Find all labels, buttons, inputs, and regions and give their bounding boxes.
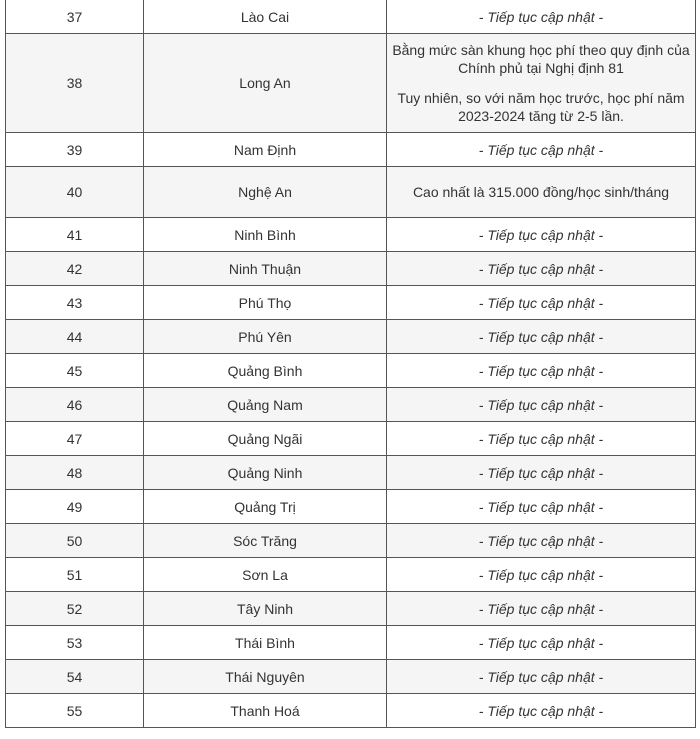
table-row [6,133,696,167]
table-row [6,524,696,558]
table-row [6,422,696,456]
tuition-fee: - Tiếp tục cập nhật - [387,694,696,728]
province-name: Tây Ninh [144,592,387,626]
row-number: 42 [6,252,144,286]
table-row [6,354,696,388]
province-name: Thanh Hoá [144,694,387,728]
row-number: 44 [6,320,144,354]
table-row [6,388,696,422]
table-row [6,286,696,320]
province-name: Quảng Trị [144,490,387,524]
tuition-fee: - Tiếp tục cập nhật - [387,218,696,252]
province-name: Quảng Nam [144,388,387,422]
table-row [6,0,696,34]
tuition-fee-paragraph: Bằng mức sàn khung học phí theo quy định của Chính phủ tại Nghị định 81 [392,42,690,76]
table-row [6,626,696,660]
province-name: Thái Nguyên [144,660,387,694]
tuition-fee: - Tiếp tục cập nhật - [387,133,696,167]
tuition-fee: - Tiếp tục cập nhật - [387,320,696,354]
tuition-fee: - Tiếp tục cập nhật - [387,558,696,592]
province-name: Nam Định [144,133,387,167]
tuition-fee: - Tiếp tục cập nhật - [387,456,696,490]
row-number: 53 [6,626,144,660]
table-row [6,694,696,728]
table-row [6,490,696,524]
tuition-fee: - Tiếp tục cập nhật - [387,592,696,626]
province-name: Thái Bình [144,626,387,660]
province-name: Quảng Ngãi [144,422,387,456]
row-number: 50 [6,524,144,558]
row-number: 40 [6,167,144,218]
row-number: 37 [6,0,144,34]
tuition-fee: - Tiếp tục cập nhật - [387,422,696,456]
province-name: Phú Thọ [144,286,387,320]
province-name: Lào Cai [144,0,387,34]
tuition-fee: - Tiếp tục cập nhật - [387,388,696,422]
table-row [6,558,696,592]
tuition-fee: - Tiếp tục cập nhật - [387,0,696,34]
row-number: 55 [6,694,144,728]
row-number: 49 [6,490,144,524]
tuition-fee: - Tiếp tục cập nhật - [387,286,696,320]
table-row [6,660,696,694]
tuition-fee [387,34,696,133]
table-row [6,252,696,286]
row-number: 51 [6,558,144,592]
tuition-fee: - Tiếp tục cập nhật - [387,354,696,388]
row-number: 54 [6,660,144,694]
table-row [6,592,696,626]
tuition-fee-table [5,0,696,728]
province-name: Ninh Bình [144,218,387,252]
row-number: 47 [6,422,144,456]
table-row [6,218,696,252]
row-number: 52 [6,592,144,626]
province-name: Ninh Thuận [144,252,387,286]
row-number: 45 [6,354,144,388]
table-row [6,456,696,490]
tuition-fee: Cao nhất là 315.000 đồng/học sinh/tháng [387,167,696,218]
table-row [6,320,696,354]
province-name: Sóc Trăng [144,524,387,558]
row-number: 39 [6,133,144,167]
tuition-fee-paragraph: Tuy nhiên, so với năm học trước, học phí năm 2023-2024 tăng từ 2-5 lần. [397,90,685,124]
row-number: 46 [6,388,144,422]
tuition-fee: - Tiếp tục cập nhật - [387,252,696,286]
province-name: Nghệ An [144,167,387,218]
province-name: Quảng Ninh [144,456,387,490]
tuition-fee: - Tiếp tục cập nhật - [387,490,696,524]
province-name: Sơn La [144,558,387,592]
row-number: 38 [6,34,144,133]
table-row [6,167,696,218]
tuition-fee: - Tiếp tục cập nhật - [387,660,696,694]
tuition-fee: - Tiếp tục cập nhật - [387,626,696,660]
province-name: Long An [144,34,387,133]
tuition-fee: - Tiếp tục cập nhật - [387,524,696,558]
table-row [6,34,696,133]
province-name: Phú Yên [144,320,387,354]
row-number: 43 [6,286,144,320]
province-name: Quảng Bình [144,354,387,388]
row-number: 48 [6,456,144,490]
row-number: 41 [6,218,144,252]
